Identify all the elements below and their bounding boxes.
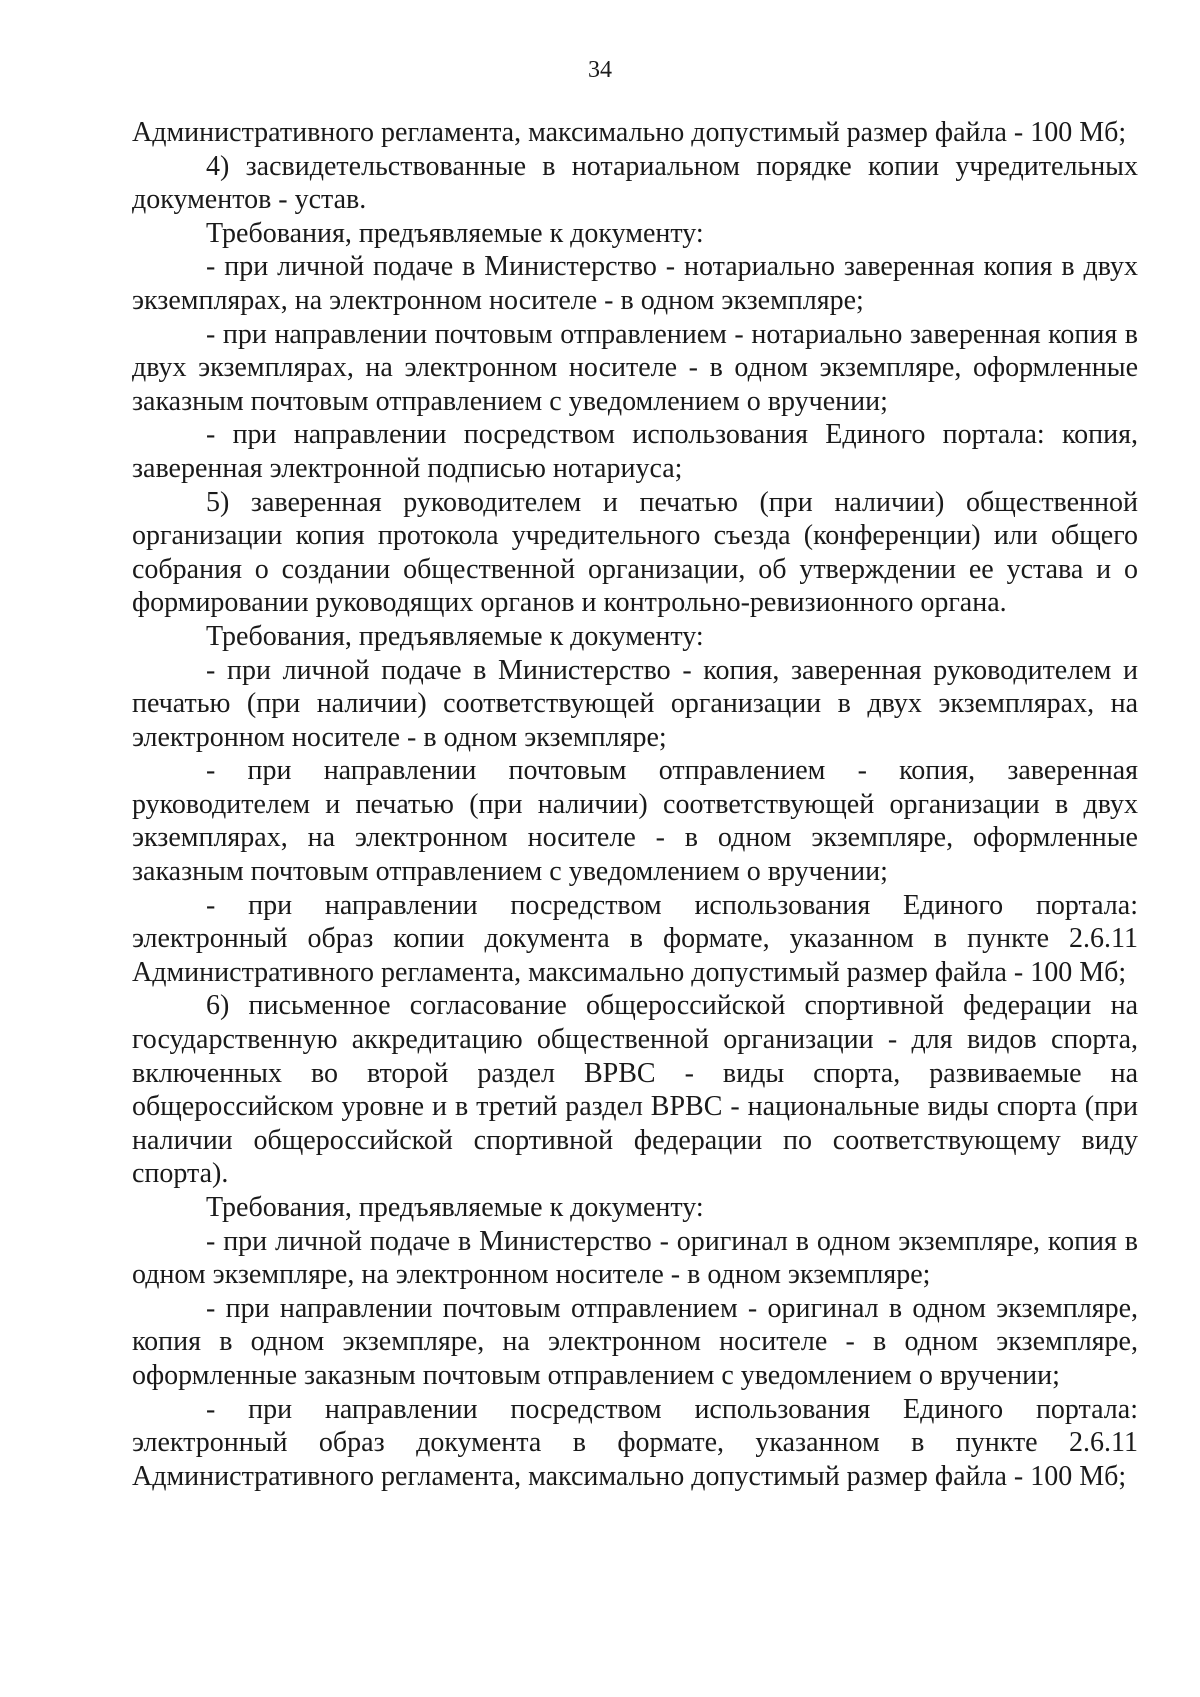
paragraph-requirement-portal: - при направлении посредством использования Единого портала: электронный образ копии документа в формате, указанном в пункте 2.6.11 Административного регламента, максимально допустимый размер файла - 100 Мб; [132, 889, 1138, 988]
paragraph-requirement-personal: - при личной подаче в Министерство - оригинал в одном экземпляре, копия в одном экземпляре, на электронном носителе - в одном экземпляре; [132, 1225, 1138, 1291]
paragraph-continued: Административного регламента, максимально допустимый размер файла - 100 Мб; [132, 117, 1127, 148]
page-number: 34 [588, 57, 612, 83]
paragraph-item-4: 4) засвидетельствованные в нотариальном порядке копии учредительных документов - устав. [132, 150, 1138, 216]
paragraph-requirements-heading: Требования, предъявляемые к документу: [206, 620, 704, 652]
paragraph-requirement-postal: - при направлении почтовым отправлением - нотариально заверенная копия в двух экземплярах, на электронном носителе - в одном экземпляре, оформленные заказным почтовым отправлением с уведомлением о вручении; [132, 318, 1138, 417]
paragraph-requirement-personal: - при личной подаче в Министерство - нотариально заверенная копия в двух экземплярах, на электронном носителе - в одном экземпляре; [132, 251, 1138, 316]
paragraph-requirement-portal: - при направлении посредством использования Единого портала: копия, заверенная электронной подписью нотариуса; [132, 419, 1138, 484]
paragraph-requirements-heading: Требования, предъявляемые к документу: [206, 1192, 704, 1223]
paragraph-requirement-postal: - при направлении почтовым отправлением - оригинал в одном экземпляре, копия в одном экземпляре, на электронном носителе - в одном экземпляре, оформленные заказным почтовым отправлением с уведомлением о вручении; [132, 1292, 1138, 1391]
paragraph-requirement-portal: - при направлении посредством использования Единого портала: электронный образ документа в формате, указанном в пункте 2.6.11 Административного регламента, максимально допустимый размер файла - 100 Мб; [132, 1393, 1138, 1492]
paragraph-item-6: 6) письменное согласование общероссийской спортивной федерации на государственную аккредитацию общественной организации - для видов спорта, включенных во второй раздел ВРВС - виды спорта, развиваемые на общероссийском уровне и в третий раздел ВРВС - национальные виды спорта (при наличии общероссийской спортивной федерации по соответствующему виду спорта). [132, 990, 1138, 1190]
paragraph-requirement-postal: - при направлении почтовым отправлением - копия, заверенная руководителем и печатью (при наличии) соответствующей организации в двух экземплярах, на электронном носителе - в одном экземпляре, оформленные заказным почтовым отправлением с уведомлением о вручении; [132, 755, 1138, 888]
document-body [132, 116, 1138, 1493]
paragraph-requirements-heading: Требования, предъявляемые к документу: [206, 217, 704, 249]
paragraph-item-5: 5) заверенная руководителем и печатью (при наличии) общественной организации копия протокола учредительного съезда (конференции) или общего собрания о создании общественной организации, об утверждении ее устава и о формировании руководящих органов и контрольно-ревизионного органа. [132, 486, 1138, 619]
paragraph-requirement-personal: - при личной подаче в Министерство - копия, заверенная руководителем и печатью (при наличии) соответствующей организации в двух экземплярах, на электронном носителе - в одном экземпляре; [132, 654, 1138, 753]
